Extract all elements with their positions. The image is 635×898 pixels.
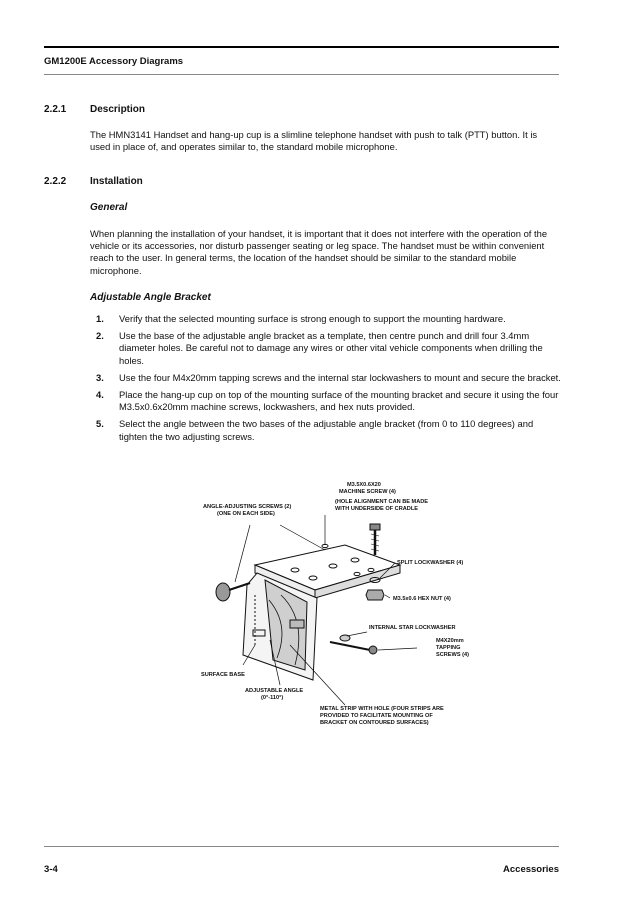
step-text: Place the hang-up cup on top of the mounting surface of the mounting bracket and secure it using the four M3.5x0.6x20mm machine screws, lockwashers, and hex nuts provided. — [119, 389, 559, 413]
step-item — [90, 372, 562, 384]
section-number-description: 2.2.1 — [44, 104, 67, 115]
installation-steps — [90, 313, 562, 448]
label-hole-alignment-cradle: WITH UNDERSIDE OF CRADLE — [335, 506, 418, 512]
step-item — [90, 418, 562, 442]
step-text: Use the four M4x20mm tapping screws and the internal star lockwashers to mount and secure the bracket. — [119, 371, 561, 383]
step-text: Select the angle between the two bases of the adjustable angle bracket (from 0 to 110 degrees) and tighten the two adjusting screws. — [119, 418, 534, 442]
label-adjustable-angle: ADJUSTABLE ANGLE — [245, 688, 304, 694]
label-tapping-screw-size: M4X20mm — [436, 638, 464, 644]
step-number: 5. — [96, 418, 104, 430]
footer-rule — [44, 846, 559, 847]
step-number: 1. — [96, 313, 104, 324]
label-angle-range: (0°-110°) — [261, 695, 284, 701]
step-number: 3. — [96, 371, 104, 383]
step-item — [90, 330, 562, 367]
section-number-installation: 2.2.2 — [44, 176, 67, 187]
label-hole-alignment: (HOLE ALIGNMENT CAN BE MADE — [335, 499, 429, 505]
label-tapping: TAPPING — [436, 645, 461, 651]
step-text: Verify that the selected mounting surface is strong enough to support the mounting hardware. — [119, 313, 506, 324]
step-item — [90, 389, 562, 413]
description-paragraph: The HMN3141 Handset and hang-up cup is a slimline telephone handset with push to talk (PTT) button. It is used in place of, and operates similar to, the standard mobile microphone. — [90, 129, 538, 153]
subheading-adjustable-angle-bracket: Adjustable Angle Bracket — [90, 292, 211, 303]
step-number: 4. — [96, 389, 104, 401]
running-title: GM1200E Accessory Diagrams — [44, 56, 184, 67]
label-metal-strip: METAL STRIP WITH HOLE (FOUR STRIPS ARE — [320, 706, 444, 712]
header-underline — [44, 74, 559, 75]
general-paragraph: When planning the installation of your handset, it is important that it does not interfere with the operation of the vehicle or its accessories, nor disturb passenger seating or leg space. The handset must be within convenient reach to the user. In general terms, the location of the handset should be similar to the standard mobile microphone. — [90, 228, 548, 276]
diagram-drawing — [216, 515, 417, 705]
label-hex-nut: M3.5x0.6 HEX NUT (4) — [393, 596, 451, 602]
section-title-description: Description — [90, 104, 146, 115]
bracket-diagram — [195, 470, 485, 745]
label-metal-strip-mounting: PROVIDED TO FACILITATE MOUNTING OF — [320, 713, 433, 719]
label-tapping-screws: SCREWS (4) — [436, 652, 469, 658]
label-surface-base: SURFACE BASE — [201, 672, 245, 678]
step-text: Use the base of the adjustable angle bracket as a template, then centre punch and drill four 3.4mm diameter holes. Be careful not to damage any wires or other vital vehicle components when drilling the holes. — [119, 330, 543, 366]
header-rule — [44, 46, 559, 48]
label-split-lockwasher: SPLIT LOCKWASHER (4) — [397, 560, 464, 566]
section-title-installation: Installation — [90, 176, 143, 187]
label-angle-adjusting-screws: ANGLE-ADJUSTING SCREWS (2) — [203, 504, 292, 510]
label-machine-screw-size: M3.5X0.6X20 — [347, 482, 381, 488]
chapter-name: Accessories — [503, 864, 559, 875]
page-number: 3-4 — [44, 864, 58, 875]
label-metal-strip-contoured: BRACKET ON CONTOURED SURFACES) — [320, 720, 429, 726]
label-one-each-side: (ONE ON EACH SIDE) — [217, 511, 275, 517]
step-item — [90, 313, 562, 325]
label-machine-screw: MACHINE SCREW (4) — [339, 489, 396, 495]
subheading-general: General — [90, 202, 128, 213]
label-internal-star-lockwasher: INTERNAL STAR LOCKWASHER — [369, 625, 456, 631]
step-number: 2. — [96, 330, 104, 342]
